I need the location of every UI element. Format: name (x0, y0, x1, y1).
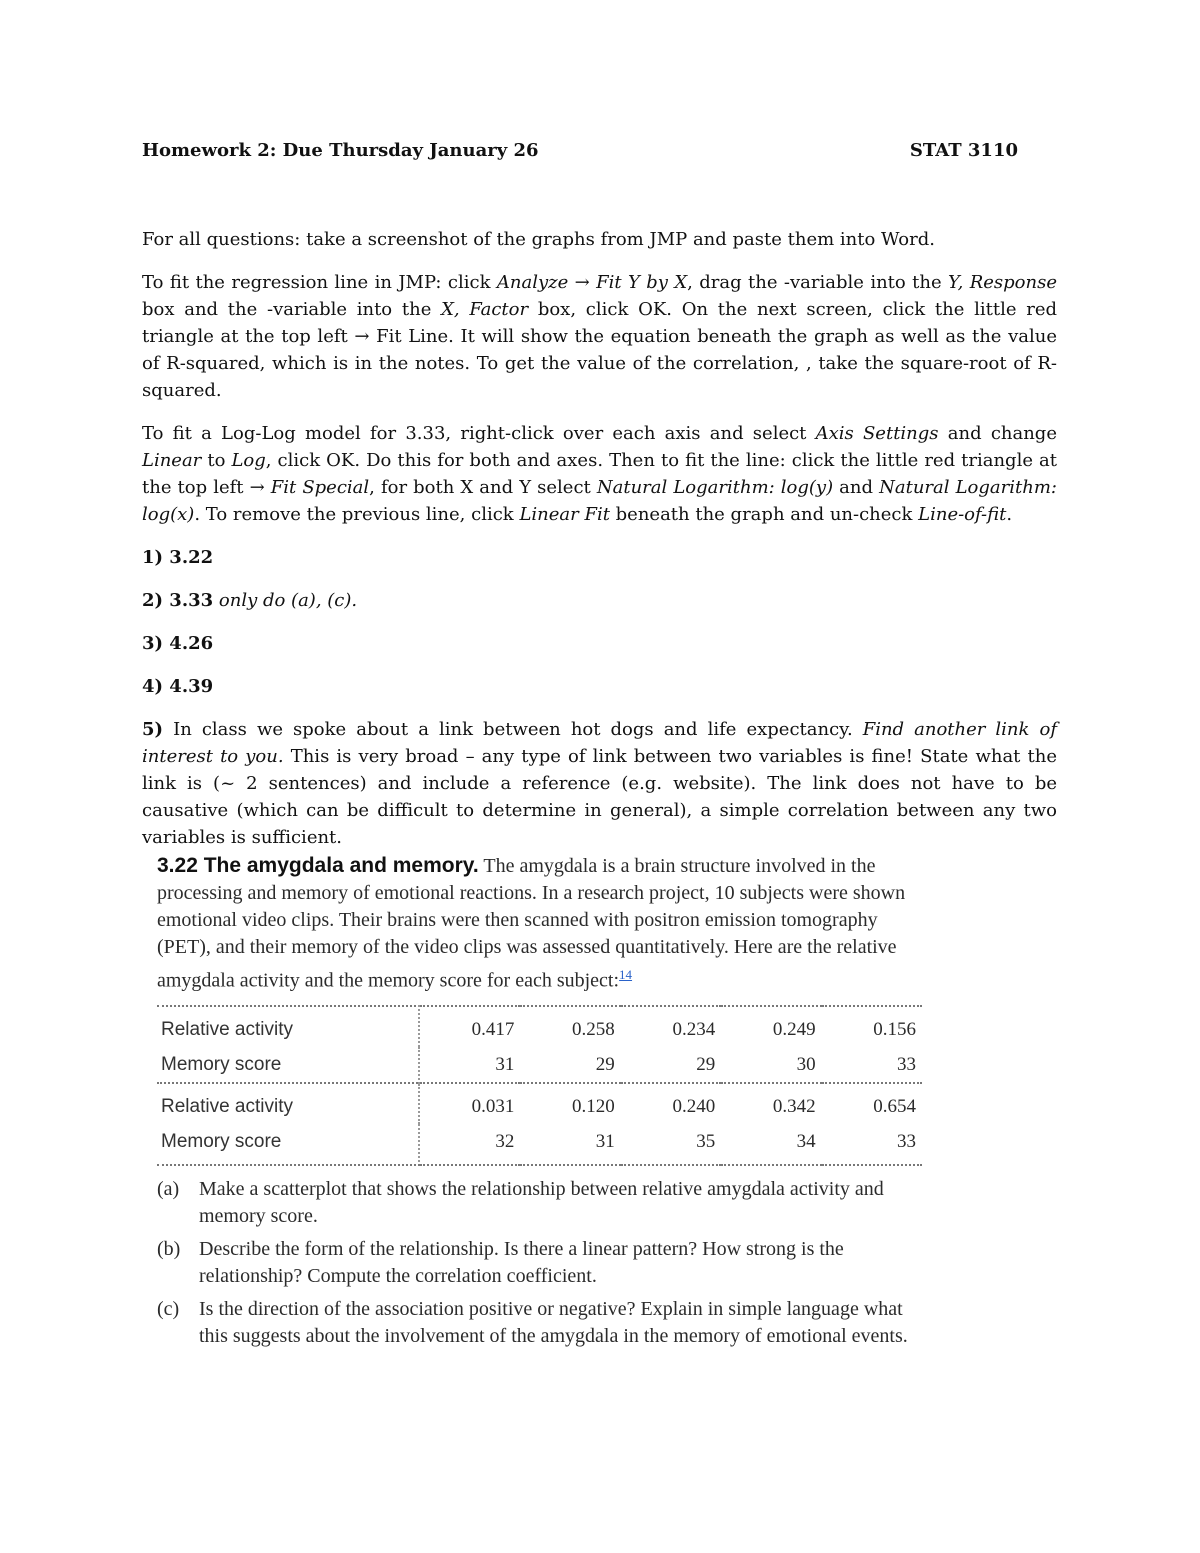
textbook-intro: 3.22 The amygdala and memory. The amygdala is a brain structure involved in the processing and memory of emotional reactions. In a research project, 10 subjects were shown emotional video clips. Their brains were then scanned with positron emission tomography (PET), and their memory of the video clips was assessed quantitatively. Here are the relative amygdala activity and the memory score for each subject:$^{14}$ (157, 854, 906, 992)
instructions-body (142, 226, 1057, 867)
table-cell: 0.417 (419, 1006, 520, 1047)
exercise-title: 3.22 The amygdala and memory. (157, 854, 479, 877)
row-label: Memory score (157, 1047, 419, 1083)
table-cell: 0.240 (621, 1083, 721, 1124)
row-label: Relative activity (157, 1006, 419, 1047)
table-cell: 0.342 (721, 1083, 821, 1124)
table-cell: 31 (520, 1124, 620, 1165)
table-row (157, 1006, 922, 1047)
table-cell: 35 (621, 1124, 721, 1165)
reference-link[interactable]: 14 (619, 967, 633, 982)
list-item: (a) Make a scatterplot that shows the relationship between relative amygdala activity and memory score. (157, 1177, 884, 1227)
list-item: (c) Is the direction of the association positive or negative? Explain in simple language what this suggests about the involvement of the amygdala in the memory of emotional events. (157, 1297, 908, 1347)
table-row (157, 1047, 922, 1083)
table-row (157, 1083, 922, 1124)
table-cell: 31 (495, 1053, 515, 1075)
table-cell: 0.249 (721, 1006, 821, 1047)
table-cell: 0.156 (822, 1006, 922, 1047)
textbook-excerpt (157, 852, 922, 1356)
table-cell: 29 (696, 1053, 716, 1075)
instruction-regression: To fit the regression line in JMP: click Analyze → Fit Y by X, drag the -variable into the Y, Response box and the -variable into the X, Factor box, click OK. On the next screen, click the little red triangle at the top left → Fit Line. It will show the equation beneath the graph as well as the value of R-squared, which is in the notes. To get the value of the correlation, , take the square-root of R-squared. (142, 272, 1057, 401)
table-cell: 29 (595, 1053, 615, 1075)
list-item: (b) Describe the form of the relationship. Is there a linear pattern? How strong is the relationship? Compute the correlation coefficient. (157, 1237, 844, 1287)
table-cell: 30 (796, 1053, 816, 1075)
table-cell: 34 (721, 1124, 821, 1165)
table-cell: 32 (419, 1124, 520, 1165)
instruction-loglog: To fit a Log-Log model for 3.33, right-click over each axis and select Axis Settings and change Linear to Log, click OK. Do this for both and axes. Then to fit the line: click the little red triangle at the top left → Fit Special, for both X and Y select Natural Logarithm: log(y) and Natural Logarithm: log(x). To remove the previous line, click Linear Fit beneath the graph and un-check Line-of-fit. (142, 423, 1057, 525)
data-table (157, 1005, 922, 1166)
row-label: Memory score (157, 1124, 419, 1165)
table-cell: 0.654 (822, 1083, 922, 1124)
question-4: 4) 4.39 (142, 676, 214, 697)
table-cell: 0.120 (520, 1083, 620, 1124)
row-label: Relative activity (157, 1083, 419, 1124)
table-cell: 0.031 (419, 1083, 520, 1124)
exercise-parts (157, 1176, 922, 1350)
course-code: STAT 3110 (909, 140, 1018, 161)
question-3: 3) 4.26 (142, 633, 214, 654)
page-header (142, 140, 1018, 170)
table-cell: 33 (822, 1124, 922, 1165)
instruction-screenshot: For all questions: take a screenshot of the graphs from JMP and paste them into Word. (142, 229, 935, 250)
question-5: 5) In class we spoke about a link between hot dogs and life expectancy. Find another link of interest to you. This is very broad – any type of link between two variables is fine! State what the link is (~ 2 sentences) and include a reference (e.g. website). The link does not have to be causative (which can be difficult to determine in general), a simple correlation between any two variables is sufficient. (142, 719, 1057, 848)
homework-title: Homework 2: Due Thursday January 26 (142, 140, 539, 161)
table-cell: 0.258 (520, 1006, 620, 1047)
table-row (157, 1124, 922, 1165)
question-1: 1) 3.22 (142, 547, 214, 568)
table-cell: 0.234 (621, 1006, 721, 1047)
question-2: 2) 3.33 only do (a), (c). (142, 590, 358, 611)
table-cell: 33 (897, 1053, 916, 1075)
